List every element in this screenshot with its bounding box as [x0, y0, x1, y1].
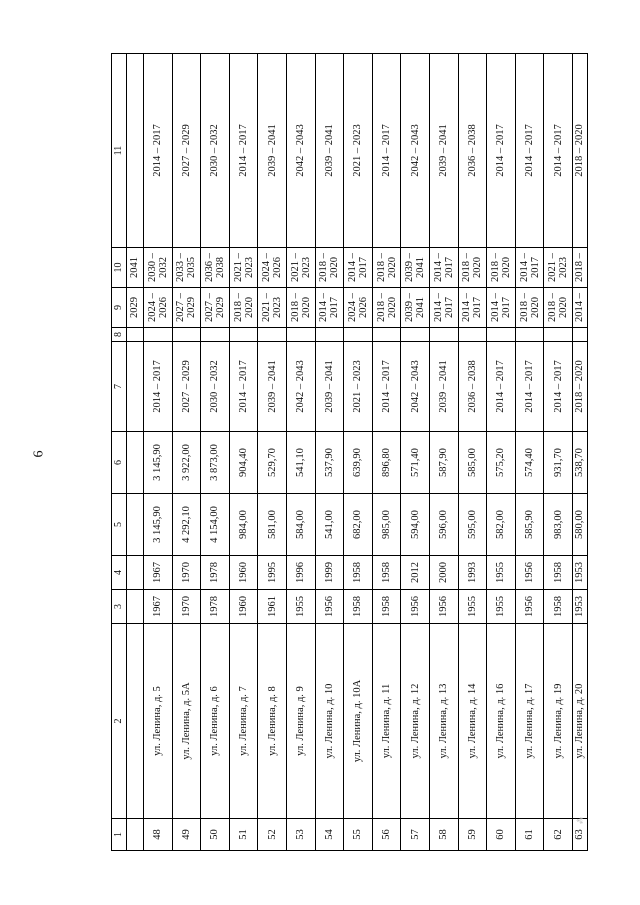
- repair-period-cell: 2014 – 2017: [229, 342, 258, 432]
- period-stack-cell: [286, 288, 315, 328]
- final-period-cell: 2018 – 2020: [572, 54, 587, 248]
- period-stack-cell: [544, 248, 573, 288]
- period-line: 2018 –: [461, 253, 473, 282]
- period-line: 2023: [300, 257, 312, 278]
- period-stack-cell: [315, 248, 344, 288]
- rotated-table-container: [111, 54, 588, 851]
- year-cell: 1999: [315, 556, 344, 590]
- period-line: 2020: [472, 257, 484, 278]
- period-line: 2020: [386, 297, 398, 318]
- period-line: 2018 –: [518, 293, 530, 322]
- repair-period-cell: 2014 – 2017: [515, 342, 544, 432]
- continuation-cell: 2029: [127, 288, 144, 328]
- period-line: 2035: [186, 257, 198, 278]
- year-built-cell: 1955: [458, 590, 487, 624]
- repair-period-cell: 2014 – 2017: [487, 342, 516, 432]
- repair-period-cell: 2030 – 2032: [201, 342, 230, 432]
- final-period-cell: 2030 – 2032: [201, 54, 230, 248]
- period-line: 2020: [386, 257, 398, 278]
- year-cell: 1960: [229, 556, 258, 590]
- year-cell: 1993: [458, 556, 487, 590]
- table-row: [572, 54, 587, 851]
- period-line: 2024 –: [146, 293, 158, 322]
- period-stack-cell: [458, 248, 487, 288]
- continuation-cell: [127, 342, 144, 432]
- address-cell: ул. Ленина, д. 13: [429, 624, 458, 819]
- period-line: 2014 –: [432, 253, 444, 282]
- year-cell: 1953: [572, 556, 587, 590]
- period-line: 2018 –: [375, 293, 387, 322]
- year-built-cell: 1956: [429, 590, 458, 624]
- total-area-cell: 594,00: [401, 494, 430, 556]
- row-number-cell: 62: [544, 819, 573, 851]
- period-line: 2017: [529, 257, 541, 278]
- period-line: 2018 –: [318, 253, 330, 282]
- row-number-cell: 51: [229, 819, 258, 851]
- column-number-row: [112, 54, 127, 851]
- year-cell: 1958: [544, 556, 573, 590]
- row-number-cell: 60: [487, 819, 516, 851]
- year-cell: 1958: [344, 556, 373, 590]
- period-stack-cell: [429, 248, 458, 288]
- table-row: [172, 54, 201, 851]
- repair-period-cell: 2042 – 2043: [286, 342, 315, 432]
- year-cell: 2000: [429, 556, 458, 590]
- address-cell: ул. Ленина, д. 20: [572, 624, 587, 819]
- total-area-cell: 4 292,10: [172, 494, 201, 556]
- continuation-cell: [127, 494, 144, 556]
- repair-period-cell: 2014 – 2017: [144, 342, 173, 432]
- period-line: 2023: [558, 257, 570, 278]
- table-row: [344, 54, 373, 851]
- total-area-cell: 541,00: [315, 494, 344, 556]
- period-stack-cell: [515, 248, 544, 288]
- living-area-cell: 3 922,00: [172, 432, 201, 494]
- final-period-cell: 2021 – 2023: [344, 54, 373, 248]
- row-number-cell: 50: [201, 819, 230, 851]
- empty-cell: [172, 328, 201, 342]
- row-number-cell: 57: [401, 819, 430, 851]
- repair-period-cell: 2042 – 2043: [401, 342, 430, 432]
- year-built-cell: 1961: [258, 590, 287, 624]
- empty-cell: [258, 328, 287, 342]
- period-line: 2020: [243, 297, 255, 318]
- period-line: 2041: [415, 257, 427, 278]
- year-cell: 1956: [515, 556, 544, 590]
- period-line: 2027 –: [203, 293, 215, 322]
- empty-cell: [144, 328, 173, 342]
- period-line: 2014 –: [318, 293, 330, 322]
- address-cell: ул. Ленина, д. 14: [458, 624, 487, 819]
- empty-cell: [458, 328, 487, 342]
- table-row: [487, 54, 516, 851]
- period-line: 2018 –: [375, 253, 387, 282]
- table-row: [286, 54, 315, 851]
- period-line: 2017: [500, 297, 512, 318]
- row-number-cell: 53: [286, 819, 315, 851]
- final-period-cell: 2042 – 2043: [286, 54, 315, 248]
- year-built-cell: 1960: [229, 590, 258, 624]
- living-area-cell: 575,20: [487, 432, 516, 494]
- period-stack-cell: [201, 248, 230, 288]
- period-stack-cell: [572, 248, 587, 288]
- continuation-cell: [127, 328, 144, 342]
- final-period-cell: 2027 – 2029: [172, 54, 201, 248]
- repair-period-cell: 2039 – 2041: [429, 342, 458, 432]
- address-cell: ул. Ленина, д. 7: [229, 624, 258, 819]
- period-stack-cell: [144, 248, 173, 288]
- continuation-cell: [127, 54, 144, 248]
- column-number-cell: 11: [112, 54, 127, 248]
- living-area-cell: 896,80: [372, 432, 401, 494]
- repair-period-cell: 2021 – 2023: [344, 342, 373, 432]
- repair-period-cell: 2039 – 2041: [315, 342, 344, 432]
- year-built-cell: 1958: [372, 590, 401, 624]
- total-area-cell: 983,00: [544, 494, 573, 556]
- period-line: 2014 –: [346, 253, 358, 282]
- address-cell: ул. Ленина, д. 9: [286, 624, 315, 819]
- empty-cell: [515, 328, 544, 342]
- period-line: 2018 –: [232, 293, 244, 322]
- period-line: 2026: [272, 257, 284, 278]
- continuation-cell: 2041: [127, 248, 144, 288]
- period-line: 2032: [157, 257, 169, 278]
- period-line: 2024 –: [261, 253, 273, 282]
- period-stack-cell: [229, 248, 258, 288]
- table-row: [258, 54, 287, 851]
- period-line: 2017: [357, 257, 369, 278]
- living-area-cell: 931,70: [544, 432, 573, 494]
- total-area-cell: 580,00: [572, 494, 587, 556]
- empty-cell: [201, 328, 230, 342]
- period-stack-cell: [344, 248, 373, 288]
- year-cell: 1995: [258, 556, 287, 590]
- column-number-cell: 1: [112, 819, 127, 851]
- living-area-cell: 541,10: [286, 432, 315, 494]
- empty-cell: [229, 328, 258, 342]
- empty-cell: [372, 328, 401, 342]
- period-line: 2033 –: [175, 253, 187, 282]
- total-area-cell: 3 145,90: [144, 494, 173, 556]
- period-line: 2017: [472, 297, 484, 318]
- year-cell: 1996: [286, 556, 315, 590]
- period-stack-cell: [487, 288, 516, 328]
- continuation-cell: [127, 556, 144, 590]
- year-built-cell: 1970: [172, 590, 201, 624]
- table-row: [458, 54, 487, 851]
- living-area-cell: 3 145,90: [144, 432, 173, 494]
- address-cell: ул. Ленина, д. 19: [544, 624, 573, 819]
- living-area-cell: 904,40: [229, 432, 258, 494]
- total-area-cell: 985,00: [372, 494, 401, 556]
- year-cell: 1978: [201, 556, 230, 590]
- total-area-cell: 682,00: [344, 494, 373, 556]
- year-built-cell: 1956: [515, 590, 544, 624]
- address-cell: ул. Ленина, д. 10: [315, 624, 344, 819]
- row-number-cell: 61: [515, 819, 544, 851]
- empty-cell: [572, 328, 587, 342]
- row-number-cell: 63: [572, 819, 587, 851]
- period-stack-cell: [572, 288, 587, 328]
- period-stack-cell: [315, 288, 344, 328]
- living-area-cell: 529,70: [258, 432, 287, 494]
- period-line: 2014 –: [461, 293, 473, 322]
- address-cell: ул. Ленина, д. 5: [144, 624, 173, 819]
- column-number-cell: 2: [112, 624, 127, 819]
- total-area-cell: 595,00: [458, 494, 487, 556]
- address-cell: ул. Ленина, д. 17: [515, 624, 544, 819]
- row-number-cell: 59: [458, 819, 487, 851]
- period-line: 2038: [214, 257, 226, 278]
- row-number-cell: 58: [429, 819, 458, 851]
- period-line: 2020: [500, 257, 512, 278]
- period-stack-cell: [372, 248, 401, 288]
- period-stack-cell: [344, 288, 373, 328]
- period-line: 2017: [443, 257, 455, 278]
- period-line: 2020: [329, 257, 341, 278]
- year-cell: 1970: [172, 556, 201, 590]
- period-line: 2039 –: [404, 253, 416, 282]
- row-number-cell: 54: [315, 819, 344, 851]
- final-period-cell: 2014 – 2017: [515, 54, 544, 248]
- housing-repair-table: [111, 53, 588, 851]
- period-line: 2027 –: [175, 293, 187, 322]
- year-cell: 1955: [487, 556, 516, 590]
- year-built-cell: 1955: [487, 590, 516, 624]
- living-area-cell: 585,00: [458, 432, 487, 494]
- total-area-cell: 582,00: [487, 494, 516, 556]
- table-row: [515, 54, 544, 851]
- period-line: 2026: [357, 297, 369, 318]
- final-period-cell: 2014 – 2017: [144, 54, 173, 248]
- continuation-cell: [127, 432, 144, 494]
- period-stack-cell: [229, 288, 258, 328]
- table-row: [544, 54, 573, 851]
- row-number-cell: 49: [172, 819, 201, 851]
- period-line: 2030 –: [146, 253, 158, 282]
- period-line: 2021 –: [547, 253, 559, 282]
- table-row: [372, 54, 401, 851]
- period-line: 2023: [272, 297, 284, 318]
- year-cell: 1958: [372, 556, 401, 590]
- address-cell: ул. Ленина, д. 5А: [172, 624, 201, 819]
- year-built-cell: 1978: [201, 590, 230, 624]
- total-area-cell: 984,00: [229, 494, 258, 556]
- period-line: 2039 –: [404, 293, 416, 322]
- total-area-cell: 585,90: [515, 494, 544, 556]
- empty-cell: [401, 328, 430, 342]
- period-line: 2014 –: [518, 253, 530, 282]
- empty-cell: [315, 328, 344, 342]
- period-line: 2014 –: [489, 293, 501, 322]
- table-row: [401, 54, 430, 851]
- living-area-cell: 639,90: [344, 432, 373, 494]
- address-cell: ул. Ленина, д. 16: [487, 624, 516, 819]
- continuation-cell: [127, 819, 144, 851]
- living-area-cell: 574,40: [515, 432, 544, 494]
- empty-cell: [286, 328, 315, 342]
- empty-cell: [344, 328, 373, 342]
- year-built-cell: 1958: [544, 590, 573, 624]
- final-period-cell: 2036 – 2038: [458, 54, 487, 248]
- period-line: 2026: [157, 297, 169, 318]
- year-built-cell: 1956: [401, 590, 430, 624]
- column-number-cell: 8: [112, 328, 127, 342]
- table-row: [429, 54, 458, 851]
- column-number-cell: 5: [112, 494, 127, 556]
- period-line: 2014 –: [432, 293, 444, 322]
- living-area-cell: 537,90: [315, 432, 344, 494]
- period-line: 2017: [329, 297, 341, 318]
- year-cell: 1967: [144, 556, 173, 590]
- column-number-cell: 7: [112, 342, 127, 432]
- empty-cell: [487, 328, 516, 342]
- column-number-cell: 4: [112, 556, 127, 590]
- page-number: 6: [31, 450, 47, 458]
- period-line: 2021 –: [261, 293, 273, 322]
- year-built-cell: 1958: [344, 590, 373, 624]
- final-period-cell: 2039 – 2041: [315, 54, 344, 248]
- total-area-cell: 596,00: [429, 494, 458, 556]
- period-stack-cell: [458, 288, 487, 328]
- table-row: [144, 54, 173, 851]
- final-period-cell: 2039 – 2041: [258, 54, 287, 248]
- total-area-cell: 584,00: [286, 494, 315, 556]
- period-stack-cell: [258, 288, 287, 328]
- continuation-cell: [127, 624, 144, 819]
- repair-period-cell: 2014 – 2017: [372, 342, 401, 432]
- period-stack-cell: [144, 288, 173, 328]
- period-line: 2018 –: [574, 253, 586, 282]
- period-stack-cell: [258, 248, 287, 288]
- period-stack-cell: [401, 288, 430, 328]
- period-stack-cell: [172, 248, 201, 288]
- living-area-cell: 538,70: [572, 432, 587, 494]
- total-area-cell: 4 154,00: [201, 494, 230, 556]
- continuation-row: [127, 54, 144, 851]
- period-stack-cell: [515, 288, 544, 328]
- final-period-cell: 2042 – 2043: [401, 54, 430, 248]
- period-line: 2023: [243, 257, 255, 278]
- living-area-cell: 571,40: [401, 432, 430, 494]
- continuation-cell: [127, 590, 144, 624]
- period-line: 2020: [300, 297, 312, 318]
- period-line: 2018 –: [489, 253, 501, 282]
- table-row: [315, 54, 344, 851]
- period-line: 2014 –: [574, 293, 586, 322]
- column-number-cell: 10: [112, 248, 127, 288]
- final-period-cell: 2014 – 2017: [372, 54, 401, 248]
- final-period-cell: 2014 – 2017: [487, 54, 516, 248]
- repair-period-cell: 2027 – 2029: [172, 342, 201, 432]
- empty-cell: [429, 328, 458, 342]
- period-line: 2024 –: [346, 293, 358, 322]
- period-line: 2017: [443, 297, 455, 318]
- row-number-cell: 52: [258, 819, 287, 851]
- address-cell: ул. Ленина, д. 12: [401, 624, 430, 819]
- period-line: 2018 –: [547, 293, 559, 322]
- table-row: [229, 54, 258, 851]
- period-line: 2029: [186, 297, 198, 318]
- period-stack-cell: [372, 288, 401, 328]
- year-built-cell: 1956: [315, 590, 344, 624]
- table-row: [201, 54, 230, 851]
- repair-period-cell: 2014 – 2017: [544, 342, 573, 432]
- final-period-cell: 2014 – 2017: [229, 54, 258, 248]
- column-number-cell: 9: [112, 288, 127, 328]
- year-cell: 2012: [401, 556, 430, 590]
- period-stack-cell: [401, 248, 430, 288]
- address-cell: ул. Ленина, д. 8: [258, 624, 287, 819]
- period-line: 2021 –: [232, 253, 244, 282]
- column-number-cell: 6: [112, 432, 127, 494]
- address-cell: ул. Ленина, д. 11: [372, 624, 401, 819]
- period-stack-cell: [429, 288, 458, 328]
- year-built-cell: 1967: [144, 590, 173, 624]
- period-stack-cell: [172, 288, 201, 328]
- year-built-cell: 1953: [572, 590, 587, 624]
- empty-cell: [544, 328, 573, 342]
- period-line: 2021 –: [289, 253, 301, 282]
- period-line: 2020: [529, 297, 541, 318]
- row-number-cell: 55: [344, 819, 373, 851]
- year-built-cell: 1955: [286, 590, 315, 624]
- period-stack-cell: [544, 288, 573, 328]
- repair-period-cell: 2039 – 2041: [258, 342, 287, 432]
- living-area-cell: 587,90: [429, 432, 458, 494]
- row-number-cell: 56: [372, 819, 401, 851]
- period-stack-cell: [201, 288, 230, 328]
- final-period-cell: 2039 – 2041: [429, 54, 458, 248]
- period-line: 2020: [558, 297, 570, 318]
- column-number-cell: 3: [112, 590, 127, 624]
- period-line: 2036 –: [203, 253, 215, 282]
- period-line: 2041: [415, 297, 427, 318]
- period-stack-cell: [487, 248, 516, 288]
- address-cell: ул. Ленина, д. 6: [201, 624, 230, 819]
- period-stack-cell: [286, 248, 315, 288]
- total-area-cell: 581,00: [258, 494, 287, 556]
- address-cell: ул. Ленина, д. 10А: [344, 624, 373, 819]
- living-area-cell: 3 873,00: [201, 432, 230, 494]
- final-period-cell: 2014 – 2017: [544, 54, 573, 248]
- table-body: [112, 54, 588, 851]
- row-number-cell: 48: [144, 819, 173, 851]
- period-line: 2029: [214, 297, 226, 318]
- repair-period-cell: 2018 – 2020: [572, 342, 587, 432]
- faint-stamp: ⁂: [577, 817, 585, 824]
- repair-period-cell: 2036 – 2038: [458, 342, 487, 432]
- period-line: 2018 –: [289, 293, 301, 322]
